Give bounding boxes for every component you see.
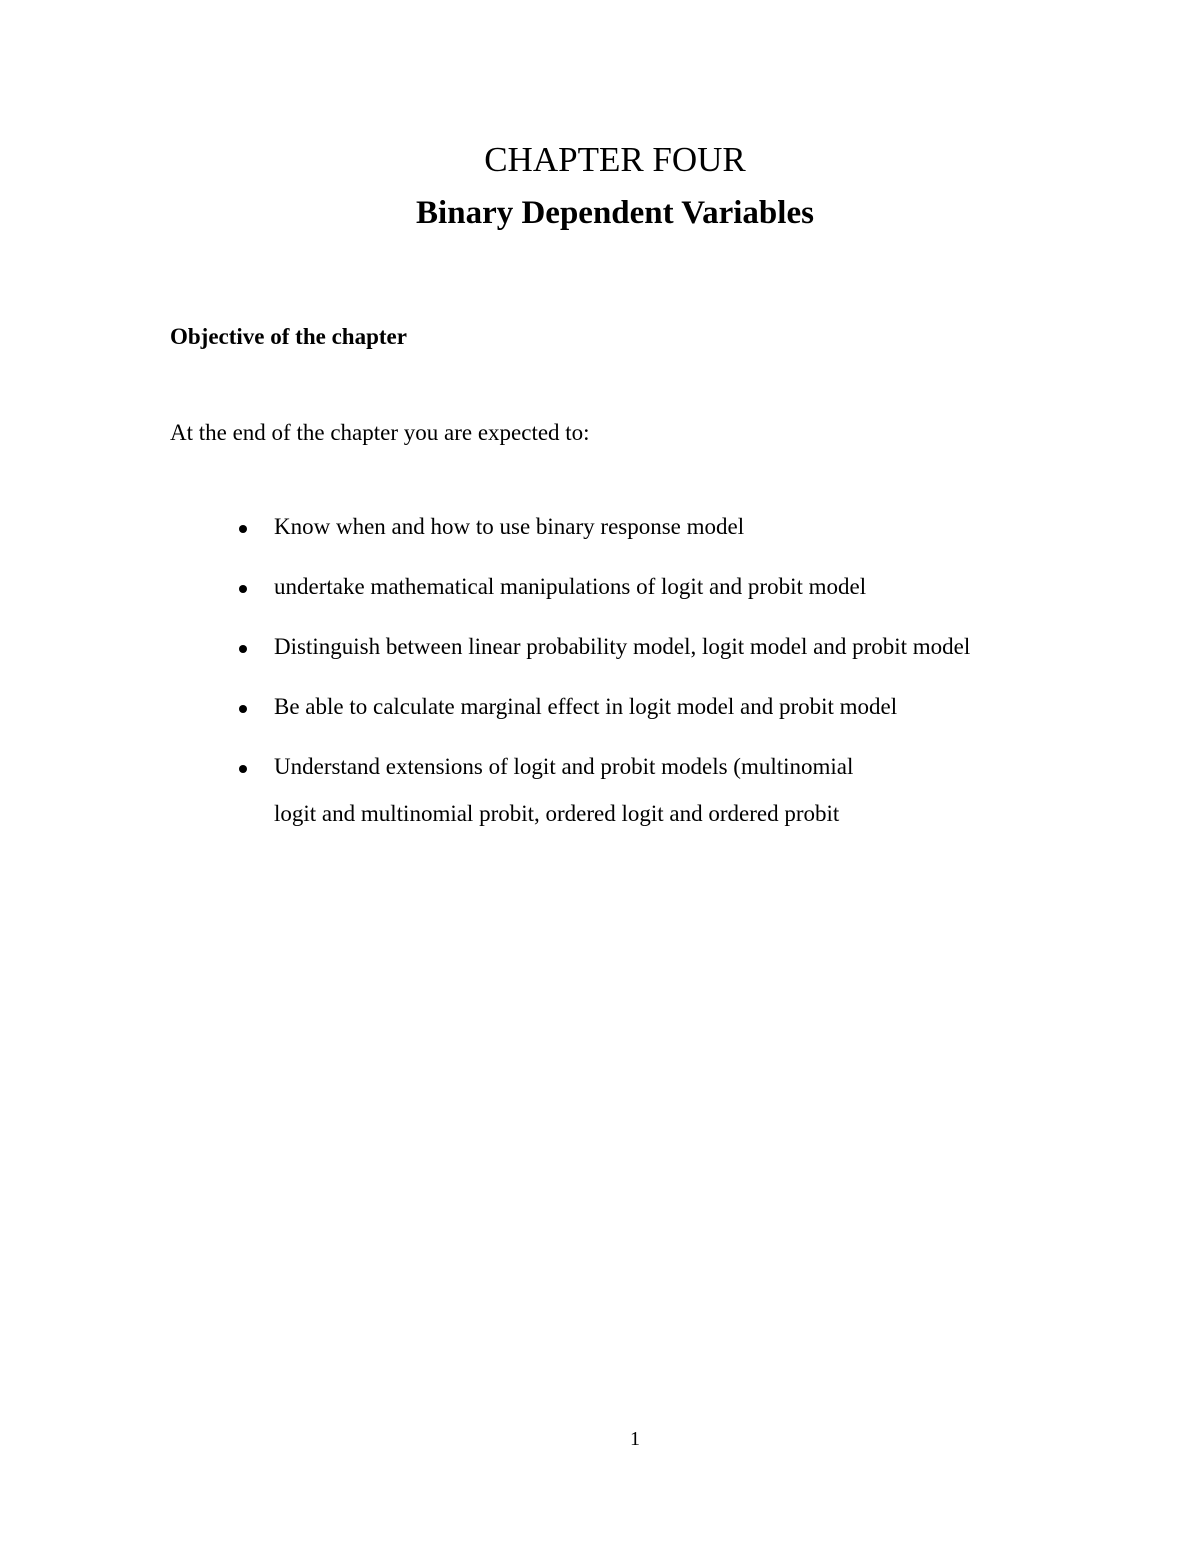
objective-text: Understand extensions of logit and probit models (multinomial [274,754,854,779]
objectives-list [0,512,1200,859]
objective-text: Distinguish between linear probability model, logit model and probit model [274,634,971,659]
bullet-icon [239,645,247,653]
objective-heading: Objective of the chapter [170,324,407,349]
objective-item [0,632,1200,662]
bullet-icon [239,585,247,593]
objective-item [0,512,1200,542]
objective-text: Know when and how to use binary response model [274,514,745,539]
objective-text: Be able to calculate marginal effect in logit model and probit model [274,694,898,719]
chapter-subtitle: Binary Dependent Variables [416,195,814,231]
objective-item [0,572,1200,602]
objective-text: undertake mathematical manipulations of logit and probit model [274,574,867,599]
objective-item [0,692,1200,722]
page-number: 1 [630,1428,640,1450]
bullet-icon [239,765,247,773]
bullet-icon [239,525,247,533]
objective-continuation: logit and multinomial probit, ordered logit and ordered probit [274,801,840,826]
intro-text: At the end of the chapter you are expected to: [170,420,590,445]
bullet-icon [239,705,247,713]
chapter-title: CHAPTER FOUR [484,140,746,179]
objective-item [0,752,1200,829]
